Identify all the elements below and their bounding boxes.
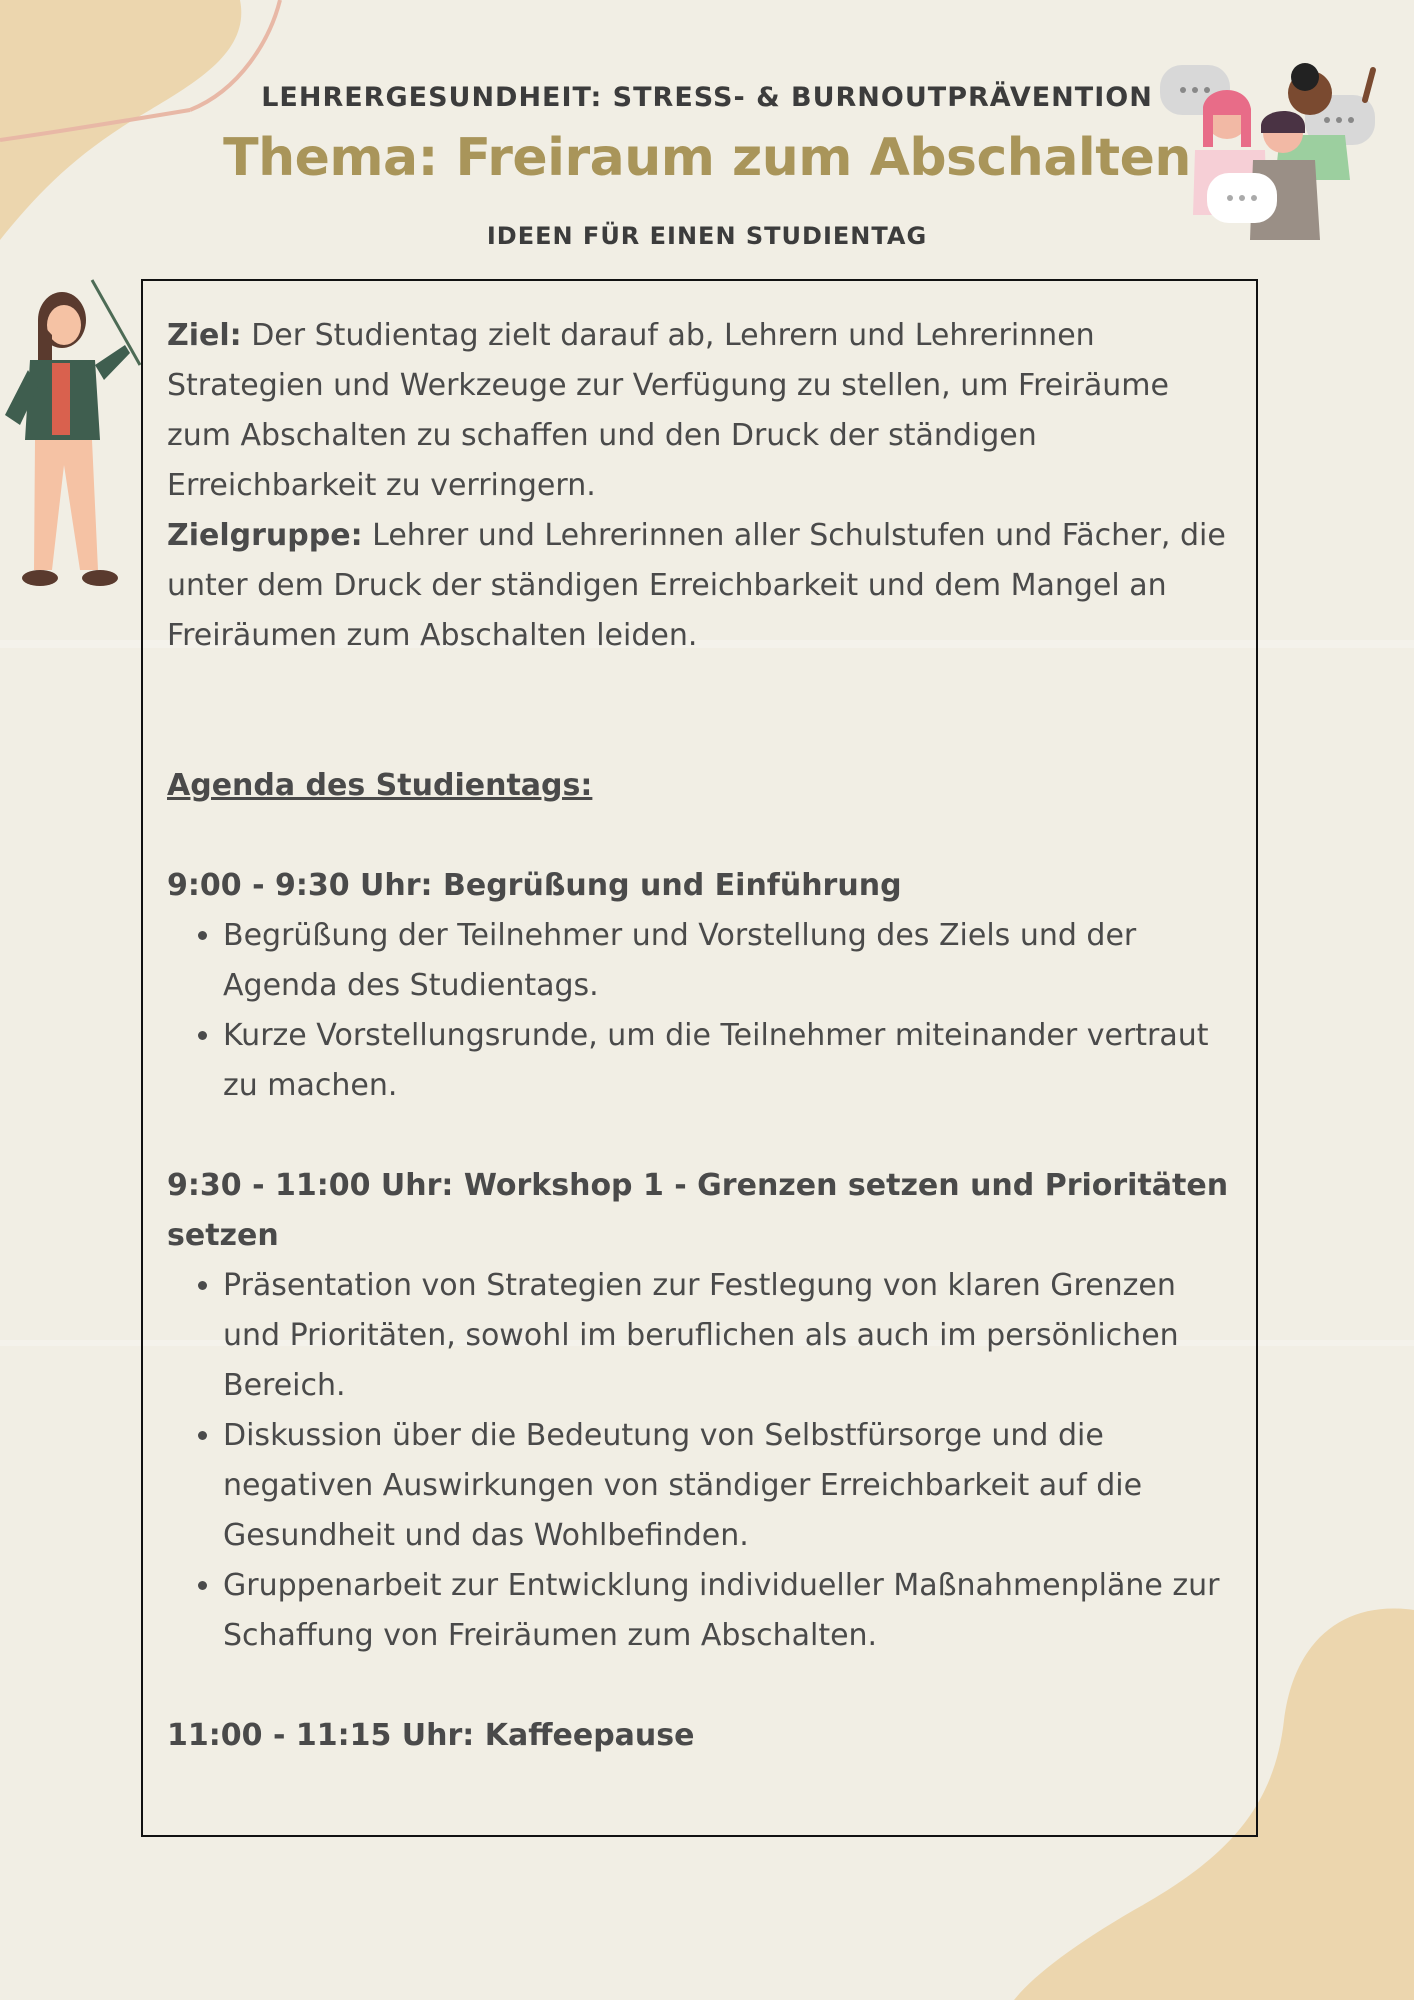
- goal-label: Ziel:: [167, 318, 242, 353]
- header-subtitle: IDEEN FÜR EINEN STUDIENTAG: [486, 222, 928, 250]
- list-item: • Präsentation von Strategien zur Festlegung von klaren Grenzen und Prioritäten, sowohl im beruflichen als auch im persönlichen Bereich.: [223, 1261, 1234, 1411]
- list-item: • Begrüßung der Teilnehmer und Vorstellung des Ziels und der Agenda des Studientags.: [223, 911, 1234, 1011]
- audience-label: Zielgruppe:: [167, 518, 363, 553]
- agenda-session: [167, 1711, 1234, 1761]
- audience-paragraph: [167, 511, 1234, 661]
- page-title: Thema: Freiraum zum Abschalten: [223, 128, 1191, 188]
- content-box: [141, 279, 1258, 1837]
- goal-text: Der Studientag zielt darauf ab, Lehrern und Lehrerinnen Strategien und Werkzeuge zur Verfügung zu stellen, um Freiräume zum Abschalten zu schaffen und den Druck der ständigen Erreichbarkeit zu verringern.: [167, 318, 1169, 503]
- header-supertitle: LEHRERGESUNDHEIT: STRESS- & BURNOUTPRÄVENTION: [261, 82, 1153, 113]
- session-item-list: [167, 911, 1234, 1111]
- goal-paragraph: [167, 311, 1234, 511]
- agenda-heading: Agenda des Studientags:: [167, 768, 593, 803]
- session-title: 9:30 - 11:00 Uhr: Workshop 1 - Grenzen setzen und Prioritäten setzen: [167, 1168, 1229, 1253]
- agenda-session: [167, 1161, 1234, 1661]
- list-item: • Gruppenarbeit zur Entwicklung individueller Maßnahmenpläne zur Schaffung von Freiräumen zum Abschalten.: [223, 1561, 1234, 1661]
- session-item-list: [167, 1261, 1234, 1661]
- teacher-illustration: [0, 275, 150, 595]
- agenda-session: [167, 861, 1234, 1111]
- list-item: • Kurze Vorstellungsrunde, um die Teilnehmer miteinander vertraut zu machen.: [223, 1011, 1234, 1111]
- session-title: 9:00 - 9:30 Uhr: Begrüßung und Einführung: [167, 868, 902, 903]
- session-title: 11:00 - 11:15 Uhr: Kaffeepause: [167, 1718, 695, 1753]
- audience-text: Lehrer und Lehrerinnen aller Schulstufen und Fächer, die unter dem Druck der ständigen Erreichbarkeit und dem Mangel an Freiräumen zum Abschalten leiden.: [167, 518, 1226, 653]
- list-item: • Diskussion über die Bedeutung von Selbstfürsorge und die negativen Auswirkungen von ständiger Erreichbarkeit auf die Gesundheit und das Wohlbefinden.: [223, 1411, 1234, 1561]
